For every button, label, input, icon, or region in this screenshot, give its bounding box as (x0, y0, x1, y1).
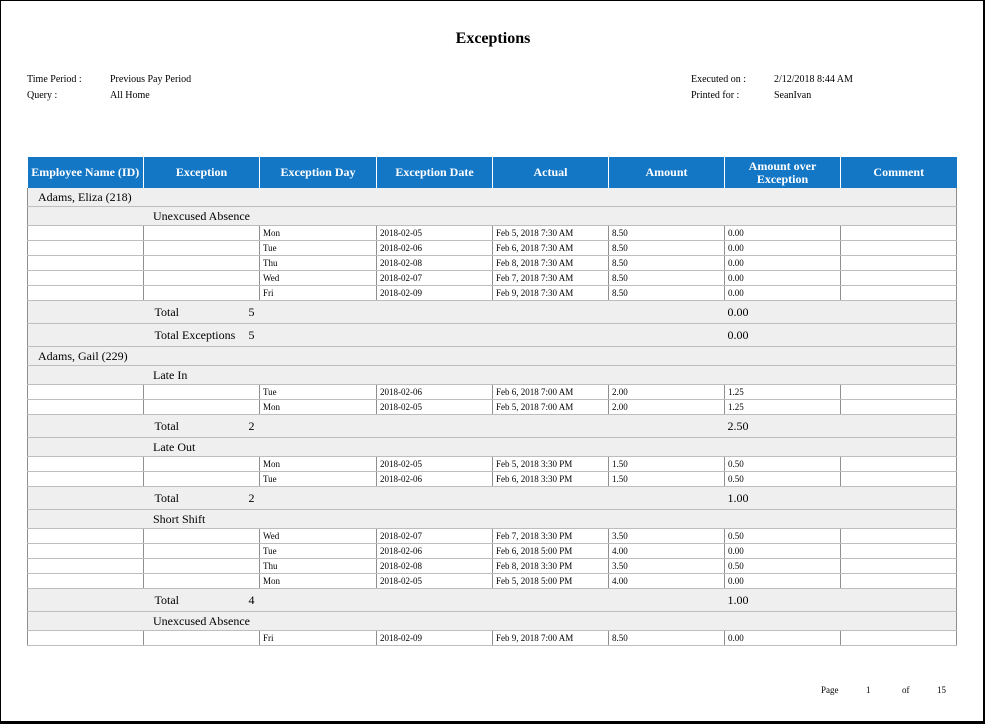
employee-row (28, 188, 957, 207)
cell-amount: 8.50 (609, 256, 725, 271)
cell-date: 2018-02-05 (377, 457, 493, 472)
table-row (28, 559, 957, 574)
cell-amount: 3.50 (609, 529, 725, 544)
cell-amount: 8.50 (609, 226, 725, 241)
cell-comment (841, 472, 957, 487)
cell-date: 2018-02-07 (377, 271, 493, 286)
page-label: Page (821, 685, 839, 695)
header-amount: Amount (609, 157, 725, 188)
total-count: 5 (248, 304, 255, 319)
cell-amount: 3.50 (609, 559, 725, 574)
table-header-row (28, 157, 957, 188)
cell-over: 0.00 (725, 226, 841, 241)
total-label: Total (154, 304, 179, 319)
cell-over: 0.50 (725, 457, 841, 472)
cell-day: Tue (260, 472, 377, 487)
exception-name: Unexcused Absence (28, 612, 957, 631)
cell-day: Mon (260, 574, 377, 589)
employee-row (28, 347, 957, 366)
total-over: 0.00 (725, 301, 841, 324)
table-row (28, 256, 957, 271)
cell-day: Mon (260, 226, 377, 241)
cell-actual: Feb 6, 2018 7:30 AM (493, 241, 609, 256)
cell-actual: Feb 5, 2018 7:30 AM (493, 226, 609, 241)
cell-amount: 4.00 (609, 544, 725, 559)
cell-date: 2018-02-05 (377, 574, 493, 589)
cell-comment (841, 286, 957, 301)
header-amount-over-exception: Amount over Exception (725, 157, 841, 188)
cell-comment (841, 544, 957, 559)
cell-comment (841, 559, 957, 574)
cell-over: 0.00 (725, 271, 841, 286)
cell-date: 2018-02-09 (377, 631, 493, 646)
total-over: 1.00 (725, 589, 841, 612)
cell-comment (841, 400, 957, 415)
total-row (28, 589, 957, 612)
cell-comment (841, 574, 957, 589)
employee-name: Adams, Gail (229) (28, 347, 957, 366)
report-parameters (27, 72, 191, 104)
table-row (28, 385, 957, 400)
cell-date: 2018-02-06 (377, 241, 493, 256)
table-row (28, 241, 957, 256)
cell-day: Wed (260, 529, 377, 544)
total-row (28, 487, 957, 510)
total-count: 2 (248, 490, 255, 505)
cell-comment (841, 241, 957, 256)
header-exception-date: Exception Date (377, 157, 493, 188)
grand-total-over: 0.00 (725, 324, 841, 347)
cell-actual: Feb 8, 2018 7:30 AM (493, 256, 609, 271)
total-row (28, 301, 957, 324)
grand-total-row (28, 324, 957, 347)
cell-over: 0.00 (725, 286, 841, 301)
cell-date: 2018-02-06 (377, 472, 493, 487)
cell-day: Fri (260, 286, 377, 301)
cell-actual: Feb 6, 2018 5:00 PM (493, 544, 609, 559)
cell-amount: 2.00 (609, 400, 725, 415)
cell-date: 2018-02-08 (377, 256, 493, 271)
exception-row (28, 612, 957, 631)
cell-over: 0.00 (725, 241, 841, 256)
cell-date: 2018-02-05 (377, 226, 493, 241)
cell-over: 0.50 (725, 559, 841, 574)
exception-name: Late In (28, 366, 957, 385)
total-row (28, 415, 957, 438)
exception-row (28, 366, 957, 385)
table-row (28, 400, 957, 415)
cell-comment (841, 226, 957, 241)
employee-name: Adams, Eliza (218) (28, 188, 957, 207)
header-actual: Actual (493, 157, 609, 188)
total-label: Total (154, 592, 179, 607)
table-row (28, 226, 957, 241)
cell-date: 2018-02-07 (377, 529, 493, 544)
exception-name: Unexcused Absence (28, 207, 957, 226)
cell-amount: 8.50 (609, 271, 725, 286)
page-total: 15 (937, 685, 946, 695)
cell-date: 2018-02-05 (377, 400, 493, 415)
cell-day: Thu (260, 256, 377, 271)
exception-name: Short Shift (28, 510, 957, 529)
cell-day: Mon (260, 400, 377, 415)
cell-actual: Feb 6, 2018 3:30 PM (493, 472, 609, 487)
cell-amount: 8.50 (609, 241, 725, 256)
cell-day: Mon (260, 457, 377, 472)
cell-amount: 1.50 (609, 457, 725, 472)
exception-name: Late Out (28, 438, 957, 457)
query-value: All Home (110, 90, 150, 101)
header-exception: Exception (144, 157, 260, 188)
cell-over: 0.50 (725, 472, 841, 487)
time-period-value: Previous Pay Period (110, 74, 192, 85)
cell-actual: Feb 7, 2018 7:30 AM (493, 271, 609, 286)
cell-day: Wed (260, 271, 377, 286)
cell-comment (841, 385, 957, 400)
cell-over: 0.00 (725, 574, 841, 589)
total-over: 1.00 (725, 487, 841, 510)
cell-date: 2018-02-06 (377, 385, 493, 400)
cell-comment (841, 529, 957, 544)
cell-actual: Feb 5, 2018 5:00 PM (493, 574, 609, 589)
cell-amount: 2.00 (609, 385, 725, 400)
cell-actual: Feb 8, 2018 3:30 PM (493, 559, 609, 574)
cell-date: 2018-02-08 (377, 559, 493, 574)
grand-total-count: 5 (248, 327, 255, 342)
cell-amount: 8.50 (609, 631, 725, 646)
cell-over: 1.25 (725, 400, 841, 415)
table-row (28, 574, 957, 589)
cell-actual: Feb 5, 2018 7:00 AM (493, 400, 609, 415)
header-employee-name: Employee Name (ID) (28, 157, 144, 188)
exception-row (28, 510, 957, 529)
cell-date: 2018-02-09 (377, 286, 493, 301)
cell-date: 2018-02-06 (377, 544, 493, 559)
executed-label: Executed on : (691, 74, 746, 85)
report-execution-info (691, 72, 853, 104)
cell-day: Thu (260, 559, 377, 574)
total-over: 2.50 (725, 415, 841, 438)
printed-label: Printed for : (691, 90, 740, 101)
table-row (28, 457, 957, 472)
total-label: Total (154, 418, 179, 433)
table-row (28, 544, 957, 559)
time-period-label: Time Period : (27, 74, 82, 85)
cell-actual: Feb 9, 2018 7:00 AM (493, 631, 609, 646)
cell-over: 0.50 (725, 529, 841, 544)
cell-over: 0.00 (725, 631, 841, 646)
table-row (28, 271, 957, 286)
cell-comment (841, 457, 957, 472)
table-row (28, 631, 957, 646)
cell-actual: Feb 9, 2018 7:30 AM (493, 286, 609, 301)
cell-amount: 4.00 (609, 574, 725, 589)
cell-day: Tue (260, 385, 377, 400)
cell-day: Tue (260, 544, 377, 559)
grand-total-label: Total Exceptions (154, 327, 236, 342)
page-number: 1 (866, 685, 871, 695)
cell-actual: Feb 5, 2018 3:30 PM (493, 457, 609, 472)
cell-comment (841, 256, 957, 271)
cell-amount: 8.50 (609, 286, 725, 301)
cell-day: Tue (260, 241, 377, 256)
table-row (28, 286, 957, 301)
exception-row (28, 207, 957, 226)
cell-comment (841, 631, 957, 646)
cell-amount: 1.50 (609, 472, 725, 487)
total-count: 4 (248, 592, 255, 607)
header-exception-day: Exception Day (260, 157, 377, 188)
cell-day: Fri (260, 631, 377, 646)
exceptions-table (27, 157, 957, 646)
query-label: Query : (27, 90, 58, 101)
report-title: Exceptions (455, 30, 531, 47)
header-comment: Comment (841, 157, 957, 188)
executed-value: 2/12/2018 8:44 AM (774, 74, 853, 85)
cell-over: 0.00 (725, 256, 841, 271)
cell-actual: Feb 6, 2018 7:00 AM (493, 385, 609, 400)
table-row (28, 529, 957, 544)
total-label: Total (154, 490, 179, 505)
cell-over: 1.25 (725, 385, 841, 400)
cell-actual: Feb 7, 2018 3:30 PM (493, 529, 609, 544)
printed-value: SeanIvan (774, 90, 812, 101)
total-count: 2 (248, 418, 255, 433)
table-row (28, 472, 957, 487)
of-label: of (902, 685, 910, 695)
exception-row (28, 438, 957, 457)
cell-comment (841, 271, 957, 286)
cell-over: 0.00 (725, 544, 841, 559)
